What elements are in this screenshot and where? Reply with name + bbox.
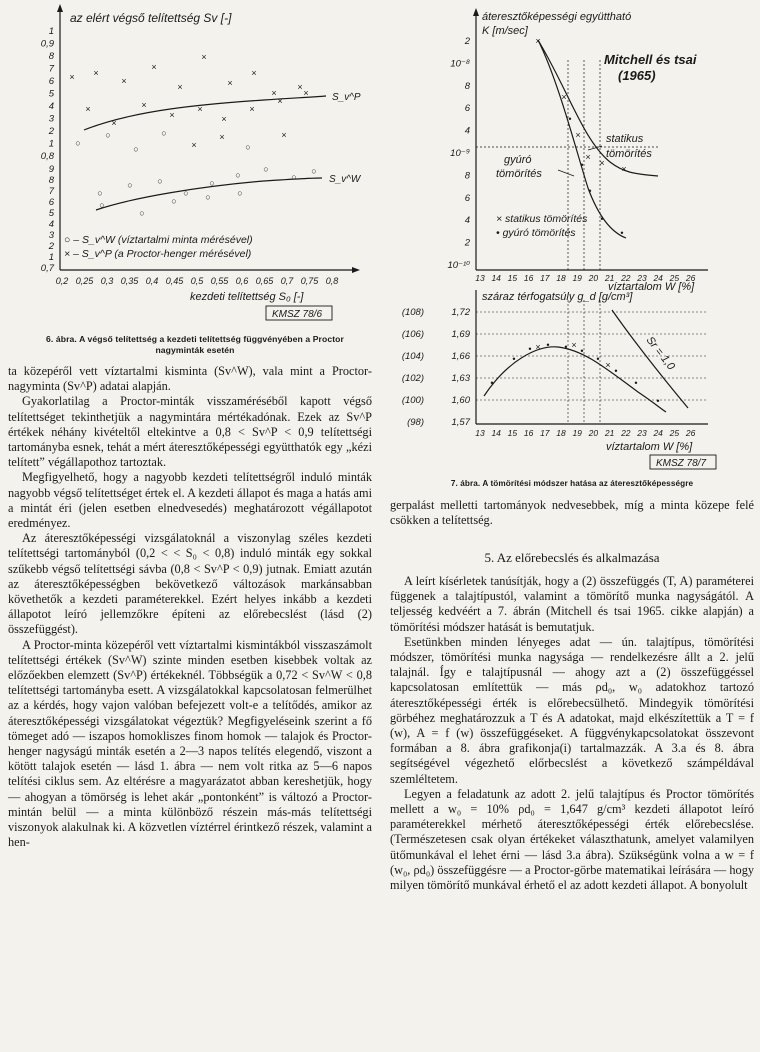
fig6-data-point: × — [221, 114, 227, 124]
fig7-bottom-y-outer-tick: (102) — [401, 373, 424, 384]
fig6-data-point: × — [93, 68, 99, 78]
fig7-gyuro-leader — [558, 170, 574, 176]
fig6-legend-1: ○ – S_v^W (víztartalmi minta mérésével) — [64, 234, 253, 246]
left-body-text — [8, 364, 372, 851]
left-paragraph-1: ta közepéről vett víztartalmi kisminta (Sv^W), vala mint a Proctor-nagyminta (Sv^P) adatai alapján. — [8, 364, 372, 394]
fig7-top-ylabel-2: K [m/sec] — [482, 25, 528, 37]
fig7-bottom-x-tick: 19 — [572, 428, 582, 438]
fig7-stamp: KMSZ 78/7 — [656, 458, 707, 469]
fig6-data-point: ○ — [105, 130, 111, 140]
fig7-bottom-xlabel: víztartalom W [%] — [606, 441, 693, 453]
fig6-data-point: ○ — [75, 138, 81, 148]
fig6-data-point: ○ — [97, 188, 103, 198]
fig7-bottom-ylabel: száraz térfogatsúly g_d [g/cm³] — [482, 291, 633, 303]
fig6-data-point: × — [177, 82, 183, 92]
fig6-data-point: × — [201, 52, 207, 62]
fig6-y-ticks-upper — [41, 26, 55, 162]
right-body-top — [390, 498, 754, 528]
fig6-y-ticks-lower — [41, 164, 55, 274]
fig6-data-point: ○ — [99, 200, 105, 210]
fig6-data-point: ○ — [161, 128, 167, 138]
fig6-curve-upper — [84, 96, 326, 130]
fig7-top-y-tick: 10⁻¹⁰ — [447, 260, 470, 271]
fig6-x-tick: 0,5 — [190, 276, 204, 286]
fig6-y-tick: 5 — [48, 88, 54, 100]
fig6-x-tick: 0,25 — [75, 276, 94, 286]
fig7-gyuro-1: gyúró — [504, 154, 532, 166]
fig7-bottom-y-inner-tick: 1,60 — [451, 395, 470, 406]
fig6-x-tick: 0,2 — [55, 276, 69, 286]
fig7-bottom-data-point: • — [512, 354, 516, 364]
fig7-static-2: tömörítés — [606, 148, 652, 160]
fig6-data-point: × — [281, 130, 287, 140]
fig7-bottom-x-tick: 21 — [604, 428, 615, 438]
fig7-bottom-y-inner — [452, 307, 471, 428]
fig6-y-tick: 3 — [48, 113, 54, 125]
fig6-y-tick: 0,7 — [40, 263, 54, 274]
fig6-y-tick: 4 — [48, 101, 54, 112]
fig7-bottom-data-point: • — [634, 378, 638, 388]
fig6-y-tick: 7 — [48, 63, 54, 75]
fig7-bottom-data-point: • — [596, 354, 600, 364]
fig7-bottom-data-point: • — [614, 366, 618, 376]
fig6-data-point: × — [297, 82, 303, 92]
fig7-top-data-point: • — [588, 186, 592, 196]
fig7-bottom-x-tick: 17 — [540, 428, 550, 438]
fig6-curve-label-upper: S_v^P — [332, 92, 361, 103]
fig6-data-point: ○ — [237, 188, 243, 198]
fig7-bottom-data-point: × — [571, 340, 577, 350]
fig6-x-tick: 0,55 — [210, 276, 229, 286]
fig6-stamp: KMSZ 78/6 — [272, 309, 323, 320]
fig7-top-data-point: • — [620, 228, 624, 238]
fig7-bottom-data-point: • — [546, 340, 550, 350]
fig7-bottom-data-point: × — [535, 342, 541, 352]
fig7-sr-label: Sr = 1,0 — [643, 334, 677, 373]
fig7-top-y-tick: 8 — [464, 170, 470, 182]
fig7-gyuro-2: tömörítés — [496, 168, 542, 180]
fig7-top-x-tick: 15 — [507, 273, 518, 283]
fig7-bottom-y-outer-tick: (108) — [401, 307, 424, 318]
fig6-y-tick: 9 — [48, 164, 54, 175]
fig7-bottom-x-ticks — [475, 428, 695, 438]
fig7-bottom-data-point: • — [656, 396, 660, 406]
fig6-y-tick: 6 — [48, 76, 54, 87]
fig6-xlabel: kezdeti telítettség S₀ [-] — [190, 291, 304, 303]
fig7-bottom-x-tick: 24 — [653, 428, 663, 438]
fig6-data-point: × — [111, 118, 117, 128]
fig6-x-tick: 0,45 — [165, 276, 184, 286]
fig6-x-tick: 0,8 — [325, 276, 339, 286]
fig7-top-x-tick: 25 — [669, 273, 680, 283]
fig7-top-data-point: × — [561, 92, 567, 102]
fig7-caption: 7. ábra. A tömörítési módszer hatása az áteresztőképességre — [450, 479, 694, 488]
fig6-x-tick: 0,65 — [255, 276, 274, 286]
fig6-x-tick: 0,7 — [280, 276, 294, 286]
fig7-static-1: statikus — [606, 133, 644, 145]
fig6-caption: 6. ábra. A végső telítettség a kezdeti telítettség függvényében a Proctor nagyminták esetén — [46, 334, 344, 355]
fig6-y-tick: 2 — [48, 241, 54, 252]
fig6-data-point: ○ — [209, 178, 215, 188]
fig7-bottom-x-tick: 16 — [523, 428, 534, 438]
fig7-top-data-point: • — [568, 114, 572, 124]
left-paragraph-4: Az áteresztőképességi vizsgálatoknál a viszonylag széles kezdeti telítettségi tartományból (0,2 < < S₀ < 0,8) induló minták egy sokkal szűkebb végső telítettségi sávba (0,8 < Sv^P < 0,9) jutnak. Emiatt azután az áteresztőképességben bekövetkező változások markánsabban követhetők a kezdeti paraméterekkel. Ezért helyes inkább a kezdeti állapotot leíró jellemzőkre építeni az előrebecslést (lásd (2) összefüggést). — [8, 531, 372, 637]
fig6-y-tick: 2 — [48, 126, 54, 137]
fig7-top-x-tick: 13 — [475, 273, 485, 283]
fig7-top-y-tick: 10⁻⁸ — [450, 58, 470, 70]
fig6-data-point: ○ — [263, 164, 269, 174]
left-paragraph-5: A Proctor-minta közepéről vett víztartalmi kismintákból visszaszámolt telítettségi értékek (Sv^W) szinte minden esetben kisebbek voltak az előzőekben elemzett (Sv^P) értékeknél. Többségük a 0,72 < Sv^W < 0,8 telítettségi tartományba esett. A vizsgálatokkal kapcsolatosan felmerülhet az a kérdés, hogy vajon valóban befejezett volt-e a telítődés, amikor az áteresztőképességi vizsgálatokat végeztük? Megfigyeléseink szerint a fő tömeget adó — iszapos homokliszes finom homok — talajok és Proctor-henger nagyságú minták esetén a 2—3 napos telítés elegendő, viszont a kötött talajok esetén — lásd 1. ábra — nem volt ritka az 5—6 napos telítési ciklus sem. Az eltérésre a magyarázatot abban kereshetjük, hogy — ahogyan a tömörség is lehet akár „pontonként” is változó a Proctor-mintán belül — a minta különböző részein más-más telítettségi viszonyok alakulnak ki. A közvetlen víztérrel érintkező részek, valamint a hen- — [8, 637, 372, 850]
fig6-data-point: × — [277, 96, 283, 106]
fig7-top-y-tick: 10⁻⁹ — [450, 148, 470, 159]
right-paragraph-top: gerpalást melletti tartományok nedvesebbek, míg a minta közepe felé csökken a telítettség. — [390, 498, 754, 528]
section-title: 5. Az előrebecslés és alkalmazása — [484, 550, 660, 565]
fig7-top-y-tick: 8 — [464, 80, 470, 92]
fig6-data-point: × — [85, 104, 91, 114]
fig7-top-data-point: × — [535, 36, 541, 46]
fig7-bottom-points — [490, 340, 659, 406]
fig7-top-y-tick: 4 — [464, 125, 470, 137]
fig6-y-tick: 8 — [48, 175, 54, 186]
fig6-data-point: ○ — [245, 142, 251, 152]
fig6-data-point: ○ — [291, 172, 297, 182]
fig6-data-point: ○ — [171, 196, 177, 206]
fig6-points — [69, 52, 316, 218]
fig7-bottom-y-outer-tick: (98) — [407, 417, 424, 428]
fig7-top-data-point: × — [621, 164, 627, 174]
fig6-y-tick: 6 — [48, 197, 54, 208]
fig6-y-tick: 8 — [48, 51, 54, 62]
fig6-data-point: ○ — [235, 170, 241, 180]
fig6-y-tick: 0,9 — [40, 38, 54, 50]
fig7-bottom-x-tick: 25 — [669, 428, 680, 438]
fig7-mitchell-2: (1965) — [618, 68, 656, 83]
fig6-x-tick: 0,75 — [300, 276, 319, 286]
fig7-bottom-x-tick: 23 — [637, 428, 647, 438]
fig7-bottom-x-tick: 26 — [685, 428, 696, 438]
fig6-data-point: × — [191, 140, 197, 150]
fig7-top-data-point: • — [600, 214, 604, 224]
fig7-mitchell-1: Mitchell és tsai — [604, 52, 697, 67]
fig7-bottom-data-point: • — [564, 342, 568, 352]
fig6-ylabel: az elért végső telítettség Sv [-] — [70, 11, 232, 25]
fig6-data-point: × — [169, 110, 175, 120]
right-paragraph-3: Legyen a feladatunk az adott 2. jelű talajtípus és Proctor tömörítés mellett a w₀ = 10% ρd₀ = 1,647 g/cm³ kezdeti állapotot leíró paraméterekkel mérhető áteresztőképességi érték előrebecslése. (Természetesen csak olyan értékeket választhatunk, amelyet valamilyen ütőmunkával el lehet érni — lásd 3.a ábra). Szükségünk volna a w = f (w₀, ρd₀) összefüggésre — a Proctor-görbe matematikai leírására — hogy milyen tömörítő munkával érhető el az adott kezdeti állapot. A bonyolult — [390, 786, 754, 893]
fig7-top-x-tick: 17 — [540, 273, 550, 283]
fig6-x-tick: 0,4 — [145, 276, 159, 286]
fig7-bottom-x-tick: 18 — [556, 428, 566, 438]
fig6-data-point: ○ — [157, 176, 163, 186]
fig7-bottom-x-tick: 13 — [475, 428, 485, 438]
fig7-top-x-tick: 23 — [637, 273, 647, 283]
fig7-bottom-y-outer-tick: (104) — [401, 351, 424, 362]
fig7-top-data-point: × — [599, 158, 605, 168]
fig6-data-point: × — [303, 88, 309, 98]
fig7-top-x-tick: 14 — [491, 273, 501, 283]
fig7-top-y-tick: 4 — [464, 215, 470, 227]
fig6-data-point: × — [271, 88, 277, 98]
right-paragraph-2: Esetünkben minden lényeges adat — ún. talajtípus, tömörítési módszer, tömörítési munka nagysága — rendelkezésre állt a 2. jelű talajnál. Így e talajtípusnál — ahogy azt a (2) összefüggéssel kapcsolatosan említettük — más ρd₀, w₀ adatokhoz tartozó áteresztőképességi érték is előrebecsülhető. Mindegyik tömörítési görbéhez meghatározzuk a T és A adatokat, majd elkészítettük a T = f (w), A = f (w) összefüggéseket. A függvénykapcsolatokat összevont formában a 8. ábra grafikonja(i) tartalmazzák. A 3.a és 8. ábra segítségével végezhető előrbecslést a következő számpéldával szemléltetem. — [390, 634, 754, 786]
fig6-y-tick: 1 — [48, 138, 54, 150]
fig6-data-point: ○ — [139, 208, 145, 218]
fig7-bottom-x-tick: 20 — [588, 428, 599, 438]
fig7-top-x-tick: 21 — [604, 273, 615, 283]
fig7-top-y-tick: 6 — [464, 192, 470, 204]
fig7-top-xlabel: víztartalom W [%] — [608, 281, 695, 293]
fig7-bottom-y-inner-tick: 1,66 — [451, 351, 470, 362]
figure-7 — [388, 0, 756, 476]
fig7-top-ylabel-1: áteresztőképességi együttható — [482, 11, 632, 23]
figure-6 — [4, 0, 376, 330]
fig7-bottom-y-outer — [402, 307, 424, 428]
fig7-top-x-tick: 18 — [556, 273, 566, 283]
fig6-x-ticks — [56, 276, 339, 286]
fig7-saturation-line — [612, 310, 688, 408]
fig7-top-y-tick: 2 — [464, 237, 470, 249]
fig7-top-data-point: × — [575, 130, 581, 140]
fig7-bottom-x-tick: 22 — [621, 428, 631, 438]
fig7-bottom-data-point: • — [490, 378, 494, 388]
fig7-bottom-x-tick: 15 — [507, 428, 518, 438]
fig7-top-x-tick: 19 — [572, 273, 582, 283]
fig6-x-tick: 0,3 — [100, 276, 114, 286]
fig6-y-tick: 4 — [48, 219, 54, 230]
fig7-bottom-y-outer-tick: (100) — [401, 395, 424, 406]
fig6-data-point: × — [219, 132, 225, 142]
fig7-bottom-data-point: • — [580, 346, 584, 356]
fig7-bottom-data-point: × — [605, 360, 611, 370]
fig6-data-point: ○ — [183, 188, 189, 198]
fig7-top-data-point: • — [580, 160, 584, 170]
fig7-bottom-y-outer-tick: (106) — [401, 329, 424, 340]
fig6-y-tick: 1 — [48, 26, 54, 37]
fig6-data-point: × — [227, 78, 233, 88]
right-body-text — [390, 574, 754, 893]
fig7-bottom-y-inner-tick: 1,69 — [451, 329, 470, 340]
fig7-top-y-tick: 2 — [464, 36, 470, 47]
fig6-y-tick: 5 — [48, 208, 54, 219]
right-paragraph-1: A leírt kísérletek tanúsítják, hogy a (2) összefüggés (T, A) paraméterei függenek a talajtípustól, valamint a tömörítő munka nagyságától. A teljesség kedvéért a 7. ábrán (Mitchell és tsai 1965. cikke alapján) a tömörítési módszer hatását is bemutatjuk. — [390, 574, 754, 634]
fig7-bottom-data-point: • — [528, 344, 532, 354]
fig7-top-y-tick: 6 — [464, 103, 470, 115]
fig6-data-point: ○ — [311, 166, 317, 176]
fig7-top-x-tick: 16 — [523, 273, 534, 283]
fig6-data-point: ○ — [133, 144, 139, 154]
fig7-top-x-tick: 22 — [621, 273, 631, 283]
fig6-data-point: ○ — [205, 192, 211, 202]
fig6-y-tick: 0,8 — [40, 151, 54, 162]
fig6-data-point: × — [197, 104, 203, 114]
fig6-data-point: × — [69, 72, 75, 82]
fig6-data-point: × — [121, 76, 127, 86]
left-paragraph-3: Megfigyelhető, hogy a nagyobb kezdeti telítettségről induló minták nagyobb végső telítettséget értek el. A kezdeti állapot és maga a hatás ami a mintát éri (jelen esetben elnedvesedés) meghatározott végállapotot eredményez. — [8, 470, 372, 531]
fig7-legend-2: • gyúró tömörítés — [496, 227, 576, 239]
fig6-data-point: × — [251, 68, 257, 78]
fig6-data-point: × — [249, 104, 255, 114]
fig7-top-data-point: × — [585, 152, 591, 162]
fig6-y-tick: 7 — [48, 186, 54, 197]
fig7-top-x-tick: 24 — [653, 273, 663, 283]
fig6-data-point: × — [151, 62, 157, 72]
fig7-top-y-ticks — [447, 36, 470, 271]
fig6-x-tick: 0,6 — [235, 276, 249, 286]
fig6-y-tick: 3 — [48, 230, 54, 241]
fig7-bottom-x-tick: 14 — [491, 428, 501, 438]
fig6-curve-label-lower: S_v^W — [329, 174, 361, 185]
fig7-legend-1: × statikus tömörítés — [496, 213, 588, 225]
fig7-bottom-y-inner-tick: 1,72 — [451, 307, 470, 318]
fig6-x-tick: 0,35 — [120, 276, 139, 286]
fig7-top-x-tick: 26 — [685, 273, 696, 283]
fig6-data-point: ○ — [127, 180, 133, 190]
fig7-compaction-curve — [484, 347, 666, 412]
fig7-bottom-y-inner-tick: 1,57 — [451, 417, 470, 428]
fig6-y-tick: 1 — [48, 252, 54, 263]
left-paragraph-2: Gyakorlatilag a Proctor-minták visszaméréséből kapott végső telítettséget tekinthetjük a nagymintára mértékadónak. Ezek az Sv^P értékek néhány kivételtől eltekintve a 0,8 < Sv^P < 0,9 telítettségi tartományba esnek, tehát a mért áteresztőképességi együtthatók egy „kézi telített” végállapothoz tartoztak. — [8, 394, 372, 470]
fig7-top-x-tick: 20 — [588, 273, 599, 283]
fig6-legend-2: × – S_v^P (a Proctor-henger mérésével) — [64, 248, 252, 260]
fig7-bottom-y-inner-tick: 1,63 — [451, 373, 470, 384]
fig6-data-point: × — [141, 100, 147, 110]
